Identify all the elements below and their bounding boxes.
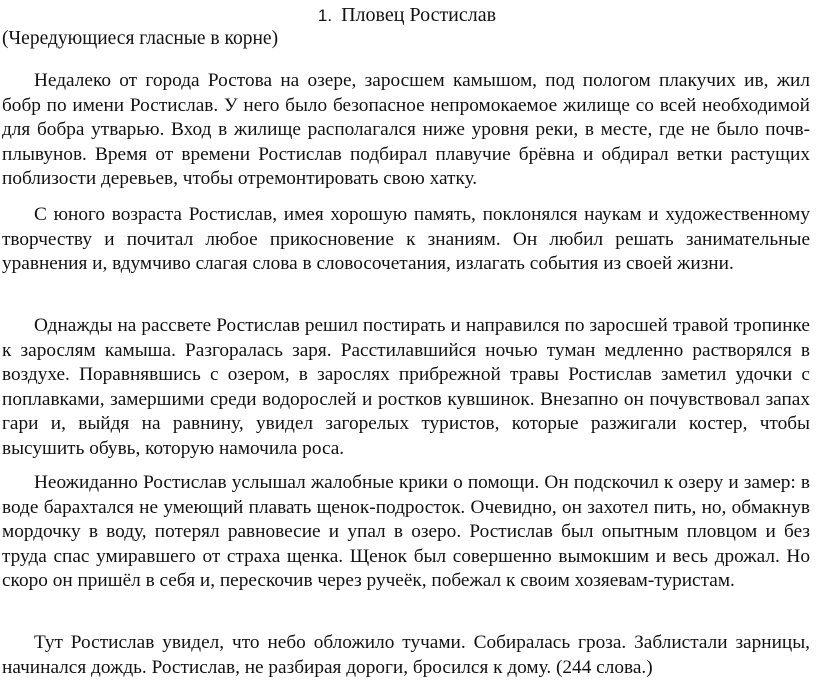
title-line	[2, 3, 812, 28]
page-title: Пловец Ростислав	[341, 4, 497, 26]
paragraph-5: Тут Ростислав увидел, что небо обложило тучами. Собиралась гроза. Заблистали зарницы, начинался дождь. Ростислав, не разбирая дороги, бросился к дому. (244 слова.)	[2, 632, 810, 678]
paragraph-1: Недалеко от города Ростова на озере, заросшем камышом, под пологом плакучих ив, жил бобр по имени Ростислав. У него было безопасное непромокаемое жилище со всей необходимой для бобра утварью. Вход в жилище располагался ниже уровня реки, в месте, где не было почв-плывунов. Время от времени Ростислав подбирал плавучие брёвна и обдирал ветки растущих поблизости деревьев, чтобы отремонтировать свою хатку.	[2, 70, 810, 190]
subtitle: (Чередующиеся гласные в корне)	[2, 28, 279, 49]
paragraph-2: С юного возраста Ростислав, имея хорошую память, поклонялся наукам и художественному творчеству и почитал любое прикосновение к знаниям. Он любил решать занимательные уравнения и, вдумчиво слагая слова в словосочетания, излагать события из своей жизни.	[2, 204, 810, 275]
title-number: 1.	[317, 6, 333, 25]
paragraph-3: Однажды на рассвете Ростислав решил постирать и направился по заросшей травой тропинке к зарослям камыша. Разгоралась заря. Расстилавшийся ночью туман медленно растворялся в воздухе. Поравнявшись с озером, в зарослях прибрежной травы Ростислав заметил удочки с поплавками, замершими среди водорослей и ростков кувшинок. Внезапно он почувствовал запах гари и, выйдя на равнину, увидел загорелых туристов, которые разжигали костер, чтобы высушить обувь, которую намочила роса.	[2, 315, 810, 459]
paragraph-4: Неожиданно Ростислав услышал жалобные крики о помощи. Он подскочил к озеру и замер: в воде барахтался не умеющий плавать щенок-подросток. Очевидно, он захотел пить, но, обмакнув мордочку в воду, потерял равновесие и упал в озеро. Ростислав был опытным пловцом и без труда спас умиравшего от страха щенка. Щенок был совершенно вымокшим и весь дрожал. Но скоро он пришёл в себя и, перескочив через ручеёк, побежал к своим хозяевам-туристам.	[2, 472, 810, 592]
